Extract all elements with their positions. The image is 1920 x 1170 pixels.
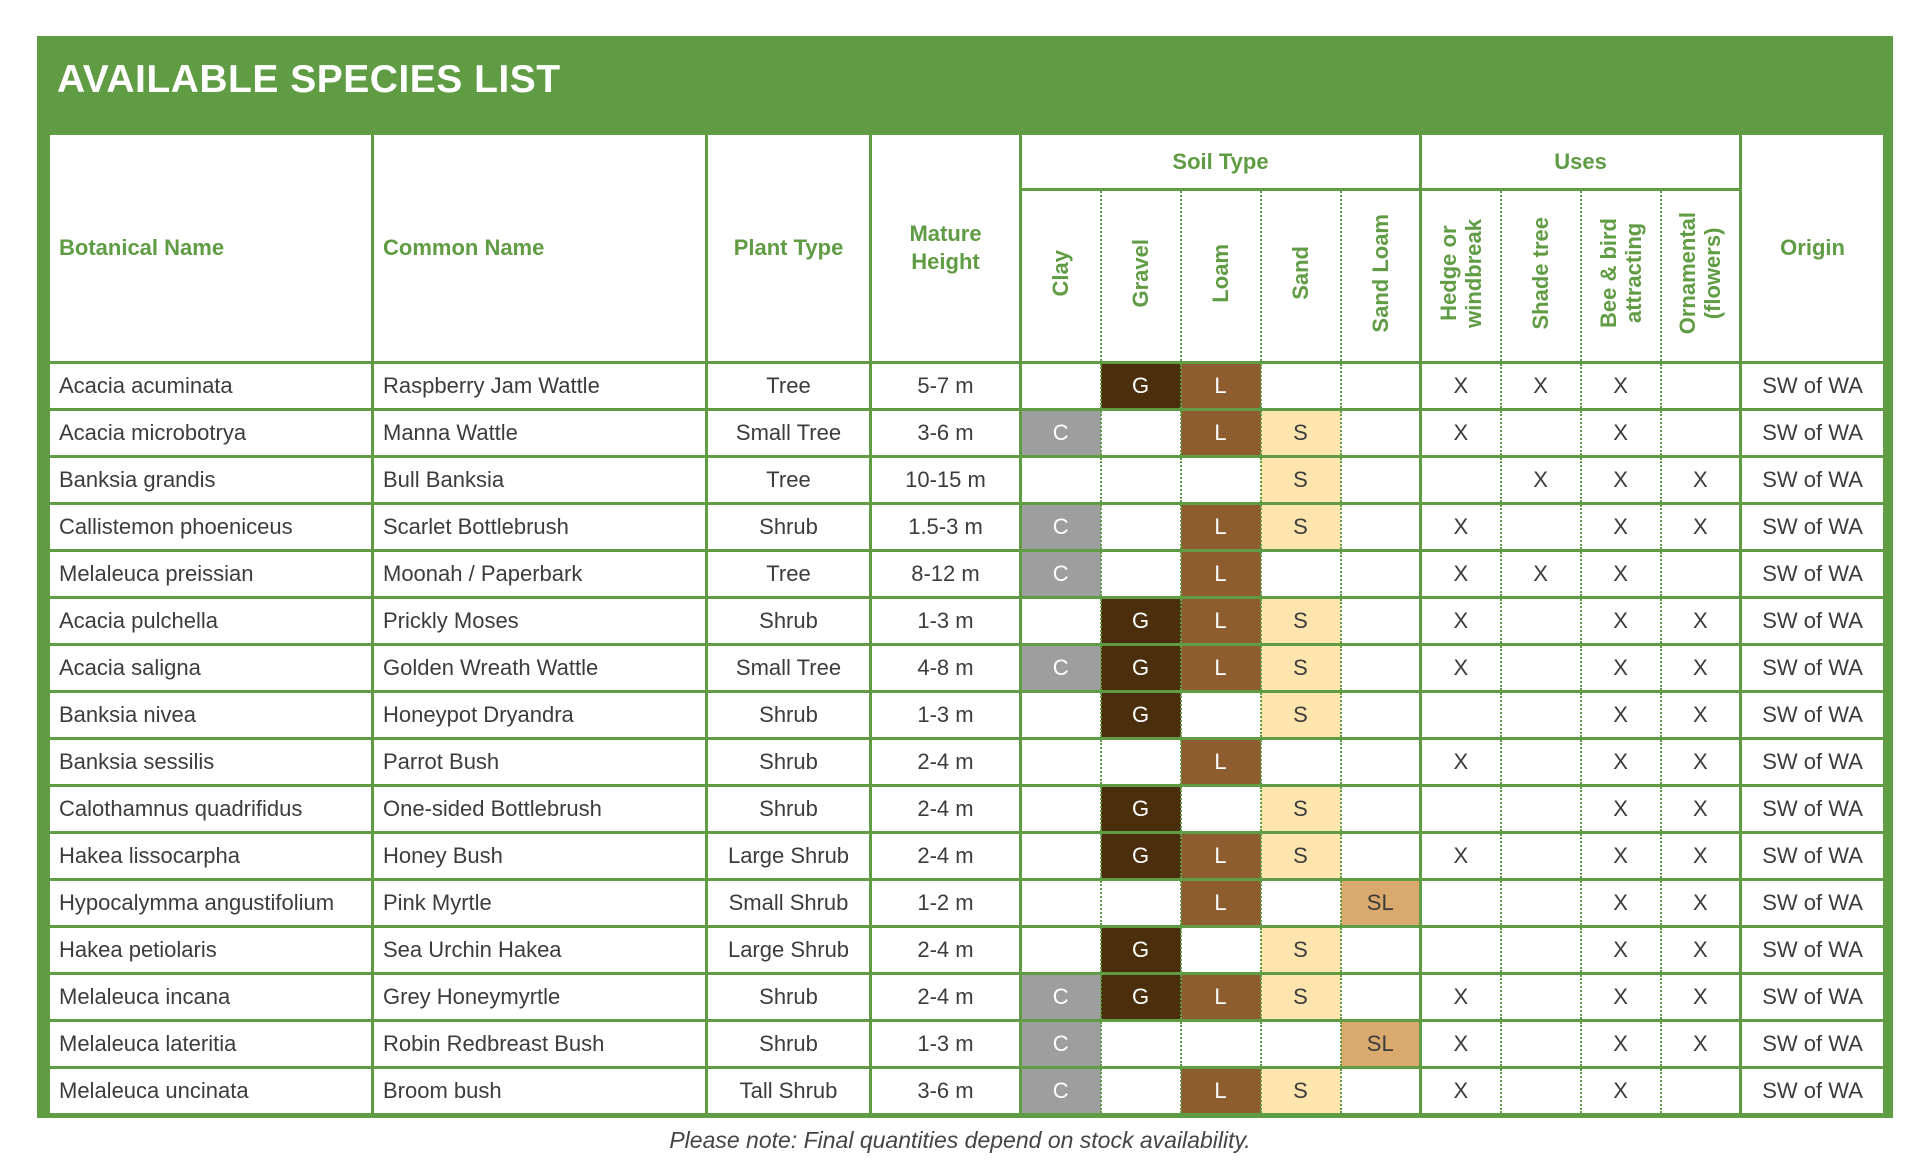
stock-note: Please note: Final quantities depend on stock availability. <box>669 1127 1251 1153</box>
use-ornamental-cell: X <box>1661 739 1741 786</box>
use-bee-bird-cell: X <box>1581 927 1661 974</box>
common-name-cell: Robin Redbreast Bush <box>373 1021 707 1068</box>
soil-clay-cell <box>1021 739 1101 786</box>
soil-sand-cell: S <box>1261 833 1341 880</box>
use-ornamental-cell: X <box>1661 786 1741 833</box>
plant-type-cell: Tall Shrub <box>707 1068 871 1115</box>
origin-cell: SW of WA <box>1741 504 1885 551</box>
soil-sand-loam-cell <box>1341 1068 1421 1115</box>
use-bee-bird-cell: X <box>1581 645 1661 692</box>
botanical-name-cell: Hakea lissocarpha <box>49 833 373 880</box>
soil-sand-cell: S <box>1261 786 1341 833</box>
use-bee-bird-cell: X <box>1581 551 1661 598</box>
mature-height-cell: 10-15 m <box>871 457 1021 504</box>
soil-clay-cell <box>1021 927 1101 974</box>
soil-gravel-cell <box>1101 739 1181 786</box>
table-row <box>49 833 1885 880</box>
soil-gravel-cell: G <box>1101 363 1181 410</box>
soil-sand-loam-cell: SL <box>1341 880 1421 927</box>
soil-loam-cell: L <box>1181 880 1261 927</box>
common-name-cell: Moonah / Paperbark <box>373 551 707 598</box>
soil-clay-cell: C <box>1021 410 1101 457</box>
header-mature-height <box>871 134 1021 363</box>
table-row <box>49 786 1885 833</box>
use-ornamental-cell: X <box>1661 833 1741 880</box>
use-shade-cell <box>1501 833 1581 880</box>
origin-cell: SW of WA <box>1741 786 1885 833</box>
header-common-name: Common Name <box>373 134 707 363</box>
soil-sand-cell: S <box>1261 974 1341 1021</box>
page-title: AVAILABLE SPECIES LIST <box>57 58 561 101</box>
use-hedge-cell <box>1421 457 1501 504</box>
soil-sand-cell <box>1261 551 1341 598</box>
botanical-name-cell: Melaleuca preissian <box>49 551 373 598</box>
mature-height-cell: 2-4 m <box>871 927 1021 974</box>
soil-gravel-cell <box>1101 551 1181 598</box>
use-bee-bird-cell: X <box>1581 457 1661 504</box>
use-shade-cell: X <box>1501 457 1581 504</box>
table-row <box>49 598 1885 645</box>
soil-clay-cell: C <box>1021 1021 1101 1068</box>
common-name-cell: Raspberry Jam Wattle <box>373 363 707 410</box>
soil-clay-cell <box>1021 363 1101 410</box>
common-name-cell: Golden Wreath Wattle <box>373 645 707 692</box>
soil-loam-cell <box>1181 1021 1261 1068</box>
soil-loam-cell: L <box>1181 363 1261 410</box>
soil-clay-cell: C <box>1021 504 1101 551</box>
soil-sand-loam-cell <box>1341 551 1421 598</box>
soil-gravel-cell <box>1101 1068 1181 1115</box>
soil-sand-loam-cell <box>1341 974 1421 1021</box>
header-soil-sand <box>1261 190 1341 363</box>
origin-cell: SW of WA <box>1741 363 1885 410</box>
soil-sand-loam-cell <box>1341 739 1421 786</box>
use-shade-cell <box>1501 880 1581 927</box>
use-hedge-cell <box>1421 786 1501 833</box>
use-shade-cell <box>1501 974 1581 1021</box>
plant-type-cell: Tree <box>707 457 871 504</box>
soil-sand-cell: S <box>1261 927 1341 974</box>
soil-gravel-cell: G <box>1101 786 1181 833</box>
species-table-body <box>49 363 1885 1115</box>
table-row <box>49 692 1885 739</box>
header-use-hedge <box>1421 190 1501 363</box>
mature-height-cell: 3-6 m <box>871 1068 1021 1115</box>
header-use-shade-label: Shade tree <box>1528 216 1554 330</box>
soil-loam-cell: L <box>1181 410 1261 457</box>
origin-cell: SW of WA <box>1741 692 1885 739</box>
soil-loam-cell: L <box>1181 598 1261 645</box>
header-botanical-name: Botanical Name <box>49 134 373 363</box>
soil-sand-loam-cell <box>1341 363 1421 410</box>
soil-sand-cell: S <box>1261 504 1341 551</box>
soil-loam-cell: L <box>1181 504 1261 551</box>
soil-gravel-cell: G <box>1101 645 1181 692</box>
common-name-cell: Honeypot Dryandra <box>373 692 707 739</box>
table-row <box>49 1068 1885 1115</box>
common-name-cell: Broom bush <box>373 1068 707 1115</box>
soil-sand-cell: S <box>1261 645 1341 692</box>
botanical-name-cell: Banksia nivea <box>49 692 373 739</box>
plant-type-cell: Shrub <box>707 598 871 645</box>
plant-type-cell: Tree <box>707 551 871 598</box>
header-soil-sand-loam <box>1341 190 1421 363</box>
use-bee-bird-cell: X <box>1581 1068 1661 1115</box>
use-shade-cell <box>1501 1021 1581 1068</box>
soil-gravel-cell <box>1101 880 1181 927</box>
mature-height-cell: 1-3 m <box>871 598 1021 645</box>
mature-height-cell: 2-4 m <box>871 786 1021 833</box>
use-hedge-cell: X <box>1421 363 1501 410</box>
use-bee-bird-cell: X <box>1581 739 1661 786</box>
use-hedge-cell: X <box>1421 739 1501 786</box>
use-hedge-cell: X <box>1421 504 1501 551</box>
origin-cell: SW of WA <box>1741 974 1885 1021</box>
header-soil-gravel-label: Gravel <box>1128 238 1153 308</box>
plant-type-cell: Large Shrub <box>707 927 871 974</box>
soil-sand-cell: S <box>1261 410 1341 457</box>
table-row <box>49 363 1885 410</box>
plant-type-cell: Small Tree <box>707 410 871 457</box>
soil-loam-cell: L <box>1181 974 1261 1021</box>
soil-clay-cell <box>1021 786 1101 833</box>
use-bee-bird-cell: X <box>1581 833 1661 880</box>
soil-clay-cell <box>1021 833 1101 880</box>
header-soil-sand-label: Sand <box>1288 246 1313 300</box>
use-ornamental-cell <box>1661 1068 1741 1115</box>
use-bee-bird-cell: X <box>1581 504 1661 551</box>
table-row <box>49 457 1885 504</box>
use-shade-cell <box>1501 692 1581 739</box>
soil-clay-cell: C <box>1021 645 1101 692</box>
botanical-name-cell: Banksia grandis <box>49 457 373 504</box>
soil-gravel-cell <box>1101 410 1181 457</box>
use-bee-bird-cell: X <box>1581 880 1661 927</box>
origin-cell: SW of WA <box>1741 1068 1885 1115</box>
table-row <box>49 504 1885 551</box>
header-use-ornamental <box>1661 190 1741 363</box>
soil-loam-cell <box>1181 927 1261 974</box>
use-ornamental-cell: X <box>1661 598 1741 645</box>
common-name-cell: Sea Urchin Hakea <box>373 927 707 974</box>
table-row <box>49 1021 1885 1068</box>
use-shade-cell <box>1501 1068 1581 1115</box>
botanical-name-cell: Banksia sessilis <box>49 739 373 786</box>
use-hedge-cell: X <box>1421 551 1501 598</box>
common-name-cell: Pink Myrtle <box>373 880 707 927</box>
soil-gravel-cell: G <box>1101 833 1181 880</box>
use-shade-cell: X <box>1501 551 1581 598</box>
botanical-name-cell: Calothamnus quadrifidus <box>49 786 373 833</box>
header-group-row <box>49 134 1885 190</box>
soil-sand-loam-cell <box>1341 833 1421 880</box>
use-ornamental-cell: X <box>1661 974 1741 1021</box>
use-hedge-cell <box>1421 927 1501 974</box>
soil-loam-cell: L <box>1181 1068 1261 1115</box>
origin-cell: SW of WA <box>1741 880 1885 927</box>
soil-loam-cell <box>1181 692 1261 739</box>
soil-clay-cell <box>1021 457 1101 504</box>
use-bee-bird-cell: X <box>1581 1021 1661 1068</box>
use-hedge-cell: X <box>1421 1021 1501 1068</box>
table-row <box>49 551 1885 598</box>
mature-height-cell: 1.5-3 m <box>871 504 1021 551</box>
header-mature-height-label: Mature Height <box>909 221 982 274</box>
use-hedge-cell: X <box>1421 645 1501 692</box>
soil-sand-cell: S <box>1261 457 1341 504</box>
plant-type-cell: Shrub <box>707 692 871 739</box>
soil-sand-loam-cell: SL <box>1341 1021 1421 1068</box>
soil-sand-loam-cell <box>1341 457 1421 504</box>
soil-gravel-cell: G <box>1101 927 1181 974</box>
use-bee-bird-cell: X <box>1581 363 1661 410</box>
header-soil-loam-label: Loam <box>1208 243 1233 303</box>
soil-clay-cell <box>1021 598 1101 645</box>
soil-sand-loam-cell <box>1341 410 1421 457</box>
use-shade-cell <box>1501 598 1581 645</box>
use-shade-cell <box>1501 504 1581 551</box>
use-bee-bird-cell: X <box>1581 786 1661 833</box>
botanical-name-cell: Callistemon phoeniceus <box>49 504 373 551</box>
species-table <box>47 132 1886 1116</box>
species-list-panel <box>37 36 1893 1118</box>
use-shade-cell <box>1501 739 1581 786</box>
soil-loam-cell: L <box>1181 739 1261 786</box>
mature-height-cell: 4-8 m <box>871 645 1021 692</box>
use-shade-cell <box>1501 410 1581 457</box>
table-row <box>49 645 1885 692</box>
header-soil-clay-label: Clay <box>1048 249 1074 297</box>
common-name-cell: Prickly Moses <box>373 598 707 645</box>
table-row <box>49 927 1885 974</box>
use-bee-bird-cell: X <box>1581 410 1661 457</box>
use-ornamental-cell: X <box>1661 504 1741 551</box>
botanical-name-cell: Melaleuca incana <box>49 974 373 1021</box>
use-ornamental-cell: X <box>1661 927 1741 974</box>
origin-cell: SW of WA <box>1741 1021 1885 1068</box>
table-row <box>49 974 1885 1021</box>
origin-cell: SW of WA <box>1741 739 1885 786</box>
soil-loam-cell: L <box>1181 551 1261 598</box>
header-soil-sand-loam-label: Sand Loam <box>1367 213 1393 333</box>
soil-sand-cell <box>1261 363 1341 410</box>
mature-height-cell: 1-3 m <box>871 692 1021 739</box>
common-name-cell: Scarlet Bottlebrush <box>373 504 707 551</box>
header-use-bee-bird-label: Bee & bird attracting <box>1595 217 1646 329</box>
origin-cell: SW of WA <box>1741 457 1885 504</box>
use-ornamental-cell: X <box>1661 457 1741 504</box>
plant-type-cell: Small Tree <box>707 645 871 692</box>
use-ornamental-cell <box>1661 410 1741 457</box>
soil-sand-loam-cell <box>1341 598 1421 645</box>
use-shade-cell <box>1501 927 1581 974</box>
botanical-name-cell: Acacia acuminata <box>49 363 373 410</box>
soil-sand-cell <box>1261 739 1341 786</box>
origin-cell: SW of WA <box>1741 551 1885 598</box>
mature-height-cell: 8-12 m <box>871 551 1021 598</box>
soil-sand-loam-cell <box>1341 786 1421 833</box>
plant-type-cell: Shrub <box>707 1021 871 1068</box>
table-row <box>49 739 1885 786</box>
soil-gravel-cell: G <box>1101 598 1181 645</box>
use-hedge-cell: X <box>1421 410 1501 457</box>
mature-height-cell: 1-3 m <box>871 1021 1021 1068</box>
common-name-cell: Parrot Bush <box>373 739 707 786</box>
soil-sand-cell <box>1261 880 1341 927</box>
common-name-cell: Grey Honeymyrtle <box>373 974 707 1021</box>
soil-sand-cell: S <box>1261 1068 1341 1115</box>
mature-height-cell: 2-4 m <box>871 974 1021 1021</box>
header-use-bee-bird <box>1581 190 1661 363</box>
soil-clay-cell <box>1021 880 1101 927</box>
botanical-name-cell: Acacia pulchella <box>49 598 373 645</box>
use-ornamental-cell: X <box>1661 1021 1741 1068</box>
plant-type-cell: Small Shrub <box>707 880 871 927</box>
botanical-name-cell: Hakea petiolaris <box>49 927 373 974</box>
use-ornamental-cell: X <box>1661 692 1741 739</box>
soil-sand-cell: S <box>1261 692 1341 739</box>
mature-height-cell: 2-4 m <box>871 833 1021 880</box>
soil-sand-cell: S <box>1261 598 1341 645</box>
use-hedge-cell <box>1421 880 1501 927</box>
origin-cell: SW of WA <box>1741 927 1885 974</box>
header-soil-type: Soil Type <box>1021 134 1421 190</box>
use-hedge-cell: X <box>1421 974 1501 1021</box>
use-shade-cell <box>1501 645 1581 692</box>
use-hedge-cell: X <box>1421 833 1501 880</box>
table-row <box>49 410 1885 457</box>
botanical-name-cell: Hypocalymma angustifolium <box>49 880 373 927</box>
table-row <box>49 880 1885 927</box>
plant-type-cell: Shrub <box>707 504 871 551</box>
botanical-name-cell: Acacia microbotrya <box>49 410 373 457</box>
soil-loam-cell: L <box>1181 833 1261 880</box>
soil-gravel-cell: G <box>1101 974 1181 1021</box>
botanical-name-cell: Melaleuca lateritia <box>49 1021 373 1068</box>
use-hedge-cell: X <box>1421 1068 1501 1115</box>
soil-clay-cell: C <box>1021 974 1101 1021</box>
header-soil-clay <box>1021 190 1101 363</box>
plant-type-cell: Large Shrub <box>707 833 871 880</box>
header-origin: Origin <box>1741 134 1885 363</box>
soil-sand-cell <box>1261 1021 1341 1068</box>
mature-height-cell: 5-7 m <box>871 363 1021 410</box>
soil-sand-loam-cell <box>1341 692 1421 739</box>
plant-type-cell: Shrub <box>707 786 871 833</box>
use-shade-cell: X <box>1501 363 1581 410</box>
use-bee-bird-cell: X <box>1581 598 1661 645</box>
use-shade-cell <box>1501 786 1581 833</box>
header-use-hedge-label: Hedge or windbreak <box>1435 218 1486 328</box>
use-hedge-cell <box>1421 692 1501 739</box>
plant-type-cell: Shrub <box>707 974 871 1021</box>
common-name-cell: One-sided Bottlebrush <box>373 786 707 833</box>
mature-height-cell: 1-2 m <box>871 880 1021 927</box>
header-uses: Uses <box>1421 134 1741 190</box>
header-use-ornamental-label: Ornamental (flowers) <box>1675 211 1726 335</box>
soil-sand-loam-cell <box>1341 927 1421 974</box>
soil-clay-cell <box>1021 692 1101 739</box>
soil-clay-cell: C <box>1021 1068 1101 1115</box>
soil-gravel-cell: G <box>1101 692 1181 739</box>
plant-type-cell: Shrub <box>707 739 871 786</box>
origin-cell: SW of WA <box>1741 645 1885 692</box>
origin-cell: SW of WA <box>1741 410 1885 457</box>
common-name-cell: Manna Wattle <box>373 410 707 457</box>
soil-gravel-cell <box>1101 504 1181 551</box>
plant-type-cell: Tree <box>707 363 871 410</box>
botanical-name-cell: Acacia saligna <box>49 645 373 692</box>
use-ornamental-cell <box>1661 551 1741 598</box>
common-name-cell: Bull Banksia <box>373 457 707 504</box>
mature-height-cell: 2-4 m <box>871 739 1021 786</box>
use-ornamental-cell: X <box>1661 880 1741 927</box>
header-use-shade <box>1501 190 1581 363</box>
soil-loam-cell <box>1181 457 1261 504</box>
header-plant-type: Plant Type <box>707 134 871 363</box>
header-soil-gravel <box>1101 190 1181 363</box>
soil-sand-loam-cell <box>1341 504 1421 551</box>
header-soil-loam <box>1181 190 1261 363</box>
soil-gravel-cell <box>1101 1021 1181 1068</box>
use-bee-bird-cell: X <box>1581 974 1661 1021</box>
soil-loam-cell: L <box>1181 645 1261 692</box>
soil-sand-loam-cell <box>1341 645 1421 692</box>
origin-cell: SW of WA <box>1741 833 1885 880</box>
origin-cell: SW of WA <box>1741 598 1885 645</box>
use-hedge-cell: X <box>1421 598 1501 645</box>
botanical-name-cell: Melaleuca uncinata <box>49 1068 373 1115</box>
soil-gravel-cell <box>1101 457 1181 504</box>
species-table-wrapper <box>47 132 1883 1110</box>
use-ornamental-cell: X <box>1661 645 1741 692</box>
common-name-cell: Honey Bush <box>373 833 707 880</box>
use-bee-bird-cell: X <box>1581 692 1661 739</box>
use-ornamental-cell <box>1661 363 1741 410</box>
mature-height-cell: 3-6 m <box>871 410 1021 457</box>
soil-clay-cell: C <box>1021 551 1101 598</box>
soil-loam-cell <box>1181 786 1261 833</box>
